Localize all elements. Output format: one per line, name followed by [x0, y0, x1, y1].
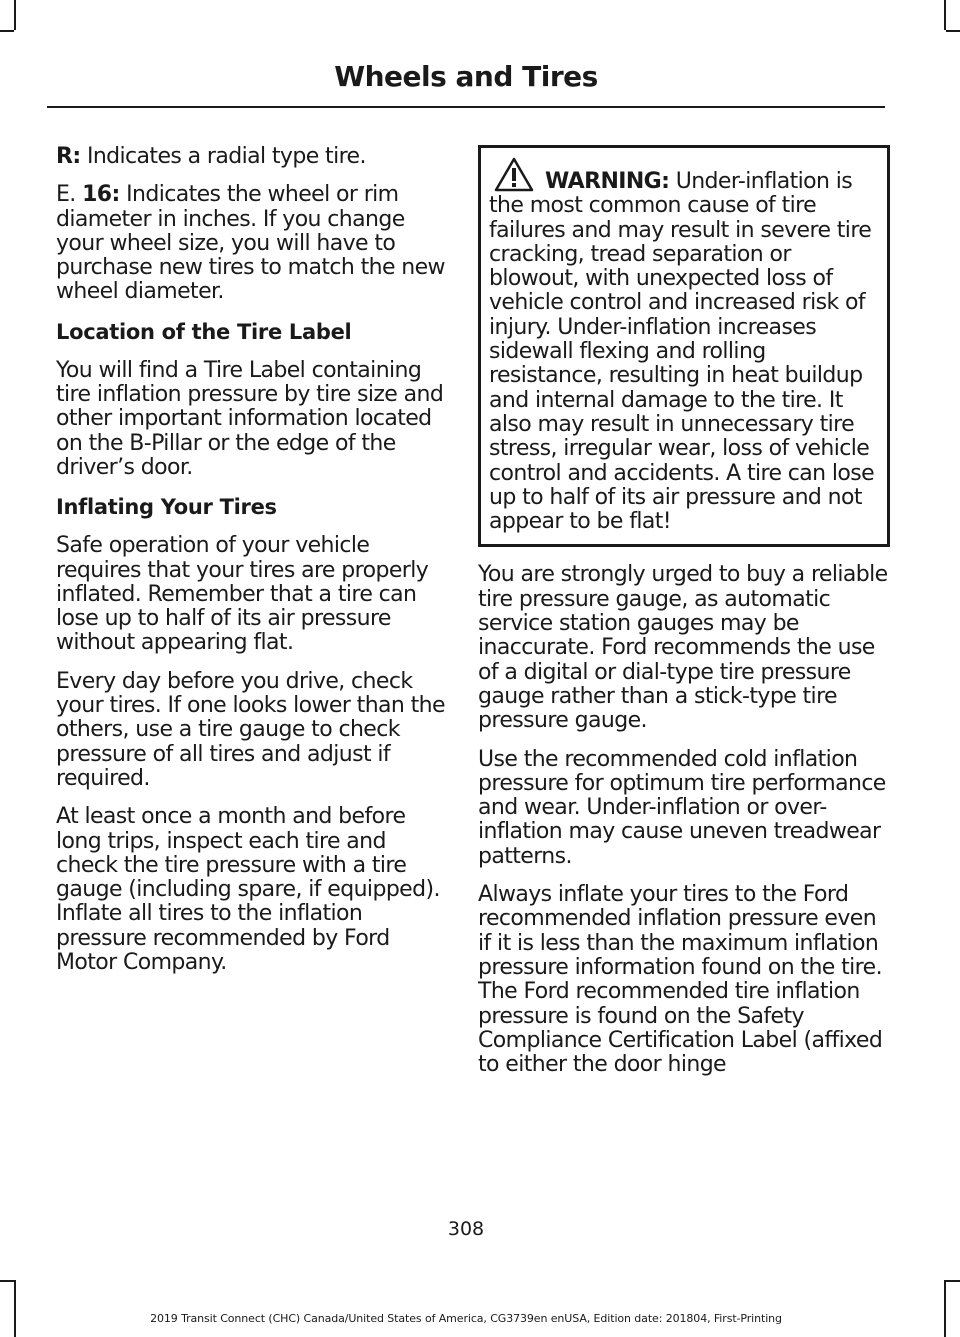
right-column: [478, 145, 888, 1091]
page-title: Wheels and Tires: [334, 60, 598, 93]
paragraph: Use the recommended cold inflation pressure for optimum tire performance and wear. Under-inflation or over-inflation may cause uneven treadwear patterns.: [478, 746, 886, 869]
crop-mark: [944, 0, 946, 30]
crop-mark: [946, 1280, 960, 1282]
crop-mark: [14, 0, 16, 30]
paragraph: Every day before you drive, check your tires. If one looks lower than the others, use a tire gauge to check pressure of all tires and adjust if required.: [56, 668, 445, 791]
term-text: Indicates a radial type tire.: [80, 144, 366, 169]
section-heading: Location of the Tire Label: [56, 319, 352, 344]
paragraph: You are strongly urged to buy a reliable tire pressure gauge, as automatic service station gauges may be inaccurate. Ford recommends the use of a digital or dial-type tire pressure gauge rather than a stick-type tire pressure gauge.: [478, 562, 888, 734]
paragraph: You will find a Tire Label containing tire inflation pressure by tire size and other important information located on the B-Pillar or the edge of the driver’s door.: [56, 357, 444, 480]
term-label: R:: [56, 144, 81, 169]
paragraph: At least once a month and before long trips, inspect each tire and check the tire pressure with a tire gauge (including spare, if equipped). Inflate all tires to the inflation pressure recommended by Ford Motor Company.: [56, 804, 440, 976]
paragraph: [56, 145, 448, 169]
warning-text: Under-inflation is the most common cause of tire failures and may result in severe tire cracking, tread separation or blowout, with unexpected loss of vehicle control and increased risk of injury. Under-inflation increases sidewall flexing and rolling resistance, resulting in heat buildup and internal damage to the tire. It also may result in unnecessary tire stress, irregular wear, loss of vehicle control and accidents. A tire can lose up to half of its air pressure and not appear to be flat!: [489, 169, 875, 535]
term-prefix: E.: [56, 182, 83, 208]
crop-mark: [944, 1280, 946, 1337]
paragraph: Always inflate your tires to the Ford recommended inflation pressure even if it is less than the maximum inflation pressure information found on the tire. The Ford recommended tire inflation pressure is found on the Safety Compliance Certification Label (affixed to either the door hinge: [478, 882, 883, 1078]
header-divider: [47, 106, 885, 108]
warning-box: [478, 145, 890, 547]
paragraph: Safe operation of your vehicle requires that your tires are properly inflated. Remember that a tire can lose up to half of its air pressure without appearing flat.: [56, 533, 429, 656]
page-number: 308: [447, 1218, 485, 1240]
crop-mark: [0, 1280, 14, 1282]
warning-label: WARNING:: [545, 169, 670, 194]
footer-text: 2019 Transit Connect (CHC) Canada/United States of America, CG3739en enUSA, Edition date: 201804, First-Printing: [150, 1312, 782, 1325]
term-text: Indicates the wheel or rim diameter in inches. If you change your wheel size, you will have to purchase new tires to match the new wheel diameter.: [56, 182, 445, 305]
warning-triangle-icon: [493, 156, 535, 194]
left-column: [56, 145, 448, 989]
term-label: 16:: [82, 182, 120, 208]
crop-mark: [0, 30, 14, 32]
crop-mark: [14, 1280, 16, 1337]
crop-mark: [946, 30, 960, 32]
paragraph: [56, 183, 448, 304]
section-heading: Inflating Your Tires: [56, 495, 277, 520]
